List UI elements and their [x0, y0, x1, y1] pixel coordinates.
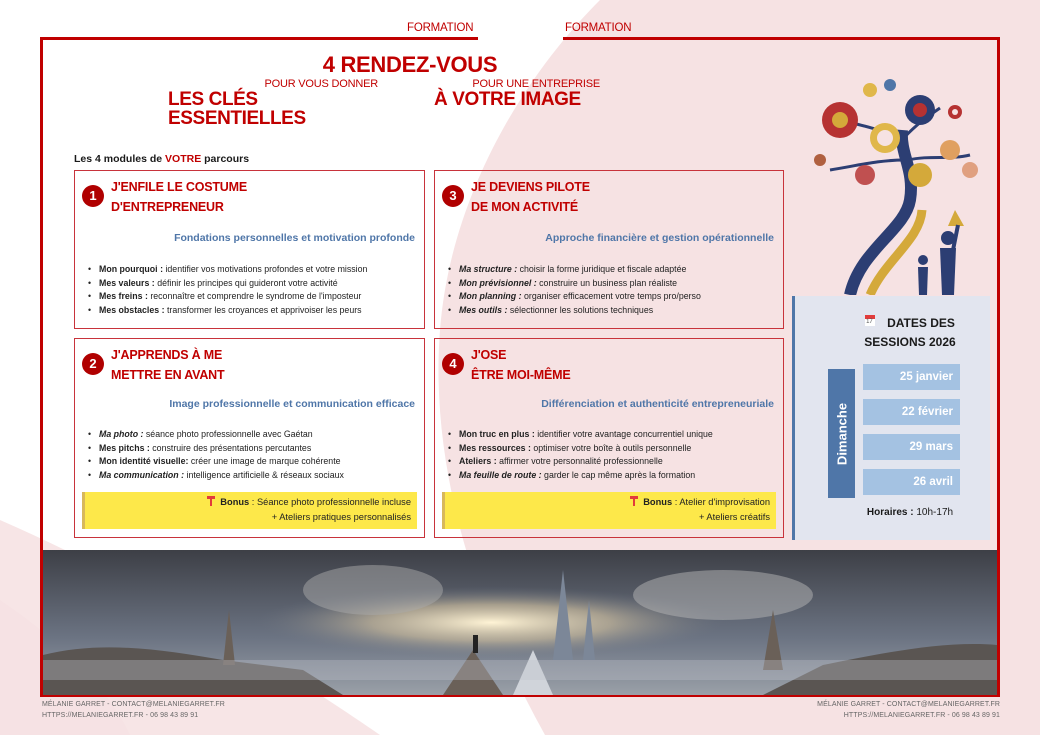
- item-label: Ateliers :: [459, 456, 497, 467]
- modules-heading-highlight: VOTRE: [165, 153, 202, 165]
- subtitle-left-small: POUR VOUS DONNER: [264, 78, 378, 90]
- bonus-line1: : Séance photo professionnelle incluse: [249, 497, 411, 507]
- subtitle-right: [434, 79, 600, 109]
- formation-label-right: FORMATION: [565, 22, 632, 34]
- item-text: garder le cap même après la formation: [541, 469, 696, 480]
- list-item: [99, 277, 367, 291]
- formation-label-left: FORMATION: [407, 22, 474, 34]
- list-item: [459, 290, 701, 304]
- bonus-label: Bonus: [643, 497, 673, 507]
- session-date: 22 février: [863, 399, 960, 425]
- session-date: 26 avril: [863, 469, 960, 495]
- item-label: Mes ressources :: [459, 442, 531, 453]
- module-subtitle: Image professionnelle et communication efficace: [169, 398, 415, 410]
- dates-title-line1: DATES DES: [887, 316, 955, 330]
- hours-label: Horaires :: [866, 507, 914, 518]
- module-items: [85, 428, 344, 482]
- item-label: Mes freins :: [99, 291, 148, 302]
- list-item: [459, 428, 713, 442]
- list-item: [99, 428, 344, 442]
- item-label: Mon identité visuelle:: [99, 456, 189, 467]
- footer-contact-right: [817, 700, 1000, 721]
- module-number-badge: 4: [442, 353, 464, 375]
- item-text: reconnaître et comprendre le syndrome de l'imposteur: [147, 291, 362, 302]
- module-number-badge: 2: [82, 353, 104, 375]
- module-number-badge: 3: [442, 185, 464, 207]
- item-text: identifier votre avantage concurrentiel unique: [534, 429, 713, 439]
- module-card-3: [434, 170, 784, 329]
- dates-title: [835, 314, 985, 352]
- calendar-icon: [865, 315, 875, 326]
- item-label: Mon truc en plus :: [459, 429, 535, 439]
- item-text: créer une image de marque cohérente: [188, 456, 341, 467]
- frame-top-left: [40, 37, 478, 40]
- item-text: identifier vos motivations profondes et votre mission: [163, 264, 368, 274]
- list-item: [459, 263, 701, 277]
- tree-illustration: [790, 60, 990, 295]
- bonus-label: Bonus: [220, 497, 250, 507]
- module-title-line1: J'ENFILE LE COSTUME: [111, 180, 247, 194]
- module-subtitle: Approche financière et gestion opérationnelle: [545, 232, 774, 244]
- bonus-box: [442, 492, 776, 529]
- item-label: Mes valeurs :: [99, 277, 155, 288]
- module-title-line1: JE DEVIENS PILOTE: [471, 180, 590, 194]
- item-label: Mes pitchs :: [99, 442, 150, 453]
- module-title: [471, 345, 570, 385]
- list-item: [459, 469, 713, 483]
- module-title-line2: D'ENTREPRENEUR: [111, 200, 224, 214]
- item-label: Mes obstacles :: [99, 304, 165, 315]
- session-dates-panel: [792, 296, 990, 540]
- bonus-box: [82, 492, 417, 529]
- subtitle-left: [168, 79, 378, 128]
- calendar-icon-day: 17: [866, 319, 873, 325]
- module-title: [471, 177, 590, 217]
- list-item: [459, 277, 701, 291]
- item-text: séance photo professionnelle avec Gaétan: [143, 429, 313, 439]
- list-item: [99, 455, 344, 469]
- item-label: Mes outils :: [459, 304, 508, 315]
- hours-value: 10h-17h: [913, 507, 954, 518]
- dates-title-line2: SESSIONS 2026: [864, 335, 956, 349]
- page-title: 4 RENDEZ-VOUS: [322, 52, 498, 77]
- item-text: intelligence artificielle & réseaux sociaux: [184, 469, 344, 480]
- footer-line1: MÉLANIE GARRET - CONTACT@MELANIEGARRET.FR: [42, 701, 225, 708]
- subtitle-right-big: À VOTRE IMAGE: [434, 89, 581, 110]
- module-title-line1: J'OSE: [471, 348, 507, 362]
- item-text: définir les principes qui guideront votre activité: [154, 277, 338, 288]
- bonus-line2: + Ateliers créatifs: [698, 512, 770, 522]
- item-label: Mon planning :: [459, 291, 522, 302]
- session-date: 25 janvier: [863, 364, 960, 390]
- item-text: sélectionner les solutions techniques: [507, 304, 654, 315]
- list-item: [99, 304, 367, 318]
- module-items: [445, 428, 713, 482]
- footer-line2: HTTPS://MELANIEGARRET.FR - 06 98 43 89 91: [843, 711, 1000, 719]
- modules-heading-post: parcours: [201, 153, 250, 165]
- footer-line2: HTTPS://MELANIEGARRET.FR - 06 98 43 89 91: [42, 711, 199, 719]
- module-items: [85, 263, 367, 317]
- item-label: Ma communication :: [99, 469, 185, 480]
- footer-contact-left: [42, 700, 225, 721]
- item-text: construire un business plan réaliste: [536, 277, 678, 288]
- list-item: [99, 290, 367, 304]
- module-subtitle: Différenciation et authenticité entrepreneuriale: [541, 398, 774, 410]
- bonus-line1: : Atelier d'improvisation: [672, 497, 770, 507]
- item-text: transformer les croyances et apprivoiser les peurs: [164, 304, 362, 315]
- bonus-line2: + Ateliers pratiques personnalisés: [271, 512, 411, 522]
- item-text: affirmer votre personnalité professionnelle: [496, 456, 663, 467]
- item-label: Ma structure :: [459, 264, 518, 274]
- module-items: [445, 263, 701, 317]
- modules-heading: [74, 153, 249, 165]
- gift-icon: [207, 496, 215, 506]
- module-subtitle: Fondations personnelles et motivation profonde: [174, 232, 415, 244]
- item-text: construire des présentations percutantes: [149, 442, 312, 453]
- gift-icon: [630, 496, 638, 506]
- module-title-line2: DE MON ACTIVITÉ: [471, 200, 578, 214]
- module-card-1: [74, 170, 425, 329]
- module-card-4: [434, 338, 784, 538]
- list-item: [459, 455, 713, 469]
- day-label: Dimanche: [834, 402, 849, 465]
- subtitle-left-big: LES CLÉS ESSENTIELLES: [168, 89, 306, 129]
- modules-heading-pre: Les 4 modules de: [74, 153, 166, 165]
- frame-top-right: [563, 37, 1000, 40]
- session-date: 29 mars: [863, 434, 960, 460]
- item-label: Ma photo :: [99, 429, 144, 439]
- item-label: Ma feuille de route :: [459, 469, 542, 480]
- module-card-2: [74, 338, 425, 538]
- list-item: [99, 263, 367, 277]
- module-title-line2: METTRE EN AVANT: [111, 368, 225, 382]
- list-item: [99, 442, 344, 456]
- module-title-line1: J'APPRENDS À ME: [111, 348, 223, 362]
- module-title: [111, 177, 247, 217]
- footer-line1: MÉLANIE GARRET - CONTACT@MELANIEGARRET.FR: [817, 701, 1000, 708]
- list-item: [99, 469, 344, 483]
- module-number-badge: 1: [82, 185, 104, 207]
- list-item: [459, 442, 713, 456]
- item-text: optimiser votre boîte à outils personnelle: [530, 442, 692, 453]
- list-item: [459, 304, 701, 318]
- item-text: choisir la forme juridique et fiscale adaptée: [517, 264, 687, 274]
- landscape-banner-image: [43, 550, 997, 695]
- hours: [835, 507, 985, 518]
- item-label: Mon prévisionnel :: [459, 277, 537, 288]
- day-label-bar: [828, 369, 855, 498]
- item-label: Mon pourquoi :: [99, 264, 164, 274]
- subtitle-right-small: POUR UNE ENTREPRISE: [472, 78, 600, 90]
- module-title-line2: ÊTRE MOI-MÊME: [471, 368, 571, 382]
- item-text: organiser efficacement votre temps pro/perso: [521, 291, 701, 302]
- module-title: [111, 345, 224, 385]
